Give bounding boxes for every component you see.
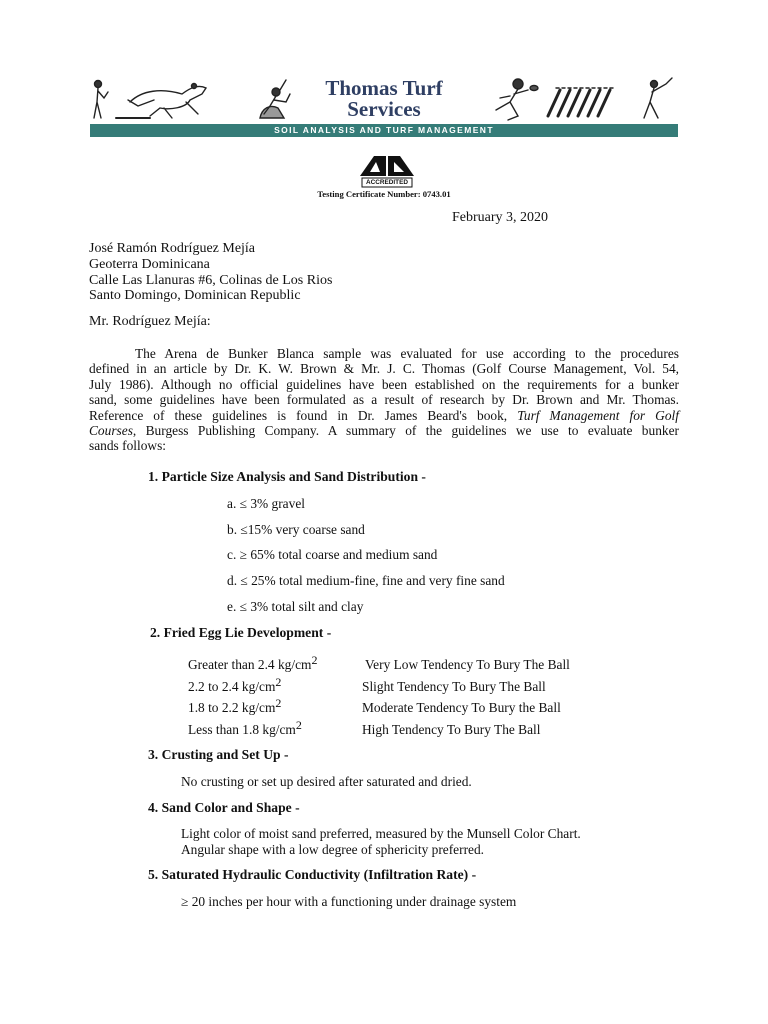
criterion-gravel: a. ≤ 3% gravel: [227, 496, 305, 511]
range-text: Greater than 2.4 kg/cm: [188, 657, 312, 672]
company-name-line1: Thomas Turf: [325, 76, 443, 100]
unit-superscript: 2: [275, 696, 282, 710]
intro-line: The Arena de Bunker Blanca sample was evaluated for use according to the procedures: [135, 346, 679, 361]
recipient-city: Santo Domingo, Dominican Republic: [89, 288, 301, 304]
intro-line: [89, 408, 679, 423]
intro-text: Reference of these guidelines is found in Dr. James Beard's book,: [89, 407, 518, 423]
section-3-heading: 3. Crusting and Set Up -: [148, 747, 289, 762]
shape-text: Angular shape with a low degree of sphericity preferred.: [181, 842, 485, 857]
company-name: [320, 78, 448, 120]
intro-line: defined in an article by Dr. K. W. Brown & Mr. J. C. Thomas (Golf Course Management, Vol. 54,: [89, 361, 679, 377]
book-title: Turf Management for Golf: [517, 407, 679, 423]
range-text: Less than 1.8 kg/cm: [188, 722, 296, 737]
recipient-street: Calle Las Llanuras #6, Colinas de Los Rios: [89, 272, 333, 288]
recipient-name: José Ramón Rodríguez Mejía: [89, 241, 256, 256]
intro-text: , Burgess Publishing Company. A summary of the guidelines we use to evaluate bunker: [132, 423, 679, 439]
criterion-fine: d. ≤ 25% total medium-fine, fine and very fine sand: [227, 573, 505, 588]
fried-egg-tendency: High Tendency To Bury The Ball: [362, 722, 541, 737]
fried-egg-tendency: Very Low Tendency To Bury The Ball: [365, 657, 570, 672]
letterhead: [90, 72, 678, 138]
unit-superscript: 2: [275, 675, 282, 689]
section-4-heading: 4. Sand Color and Shape -: [148, 800, 300, 815]
letter-date: February 3, 2020: [452, 210, 549, 225]
fried-egg-range: [188, 675, 282, 695]
conductivity-text: ≥ 20 inches per hour with a functioning under drainage system: [181, 894, 517, 909]
range-text: 2.2 to 2.4 kg/cm: [188, 679, 276, 694]
accredited-label: ACCREDITED: [366, 179, 408, 186]
intro-paragraph: [89, 346, 679, 454]
color-text: Light color of moist sand preferred, measured by the Munsell Color Chart.: [181, 826, 581, 841]
intro-line: July 1986). Although no official guidelines have been established on the requirements for a bunker: [89, 376, 679, 392]
company-name-line2: Services: [347, 97, 421, 121]
certificate-number: Testing Certificate Number: 0743.01: [317, 189, 451, 199]
intro-line: sand, some guidelines have been formulated as a result of research by Dr. Brown and Mr. Thomas.: [89, 392, 679, 408]
unit-superscript: 2: [311, 653, 318, 667]
crusting-text: No crusting or set up desired after saturated and dried.: [181, 774, 472, 789]
criterion-very-coarse: b. ≤15% very coarse sand: [227, 522, 365, 537]
intro-line: sands follows:: [89, 438, 166, 454]
intro-line: [89, 423, 679, 438]
fried-egg-tendency: Moderate Tendency To Bury the Ball: [362, 700, 561, 715]
golfer-and-horse-illustration-icon: [90, 78, 300, 124]
unit-superscript: 2: [295, 718, 302, 732]
football-and-golfer-illustration-icon: [488, 76, 678, 124]
fried-egg-range: [188, 653, 318, 673]
section-1-heading: 1. Particle Size Analysis and Sand Distribution -: [148, 469, 426, 484]
recipient-address: [89, 241, 332, 304]
criterion-silt-clay: e. ≤ 3% total silt and clay: [227, 599, 364, 614]
recipient-company: Geoterra Dominicana: [89, 256, 210, 272]
fried-egg-tendency: Slight Tendency To Bury The Ball: [362, 679, 546, 694]
section-2-heading: 2. Fried Egg Lie Development -: [150, 625, 332, 640]
criterion-coarse-medium: c. ≥ 65% total coarse and medium sand: [227, 547, 438, 562]
accreditation-badge: [356, 152, 418, 188]
book-title-cont: Courses: [89, 423, 133, 439]
salutation: Mr. Rodríguez Mejía:: [89, 314, 211, 329]
section-5-heading: 5. Saturated Hydraulic Conductivity (Infiltration Rate) -: [148, 867, 477, 882]
range-text: 1.8 to 2.2 kg/cm: [188, 700, 276, 715]
fried-egg-range: [188, 718, 302, 738]
fried-egg-range: [188, 696, 282, 716]
tagline: SOIL ANALYSIS AND TURF MANAGEMENT: [274, 125, 494, 135]
